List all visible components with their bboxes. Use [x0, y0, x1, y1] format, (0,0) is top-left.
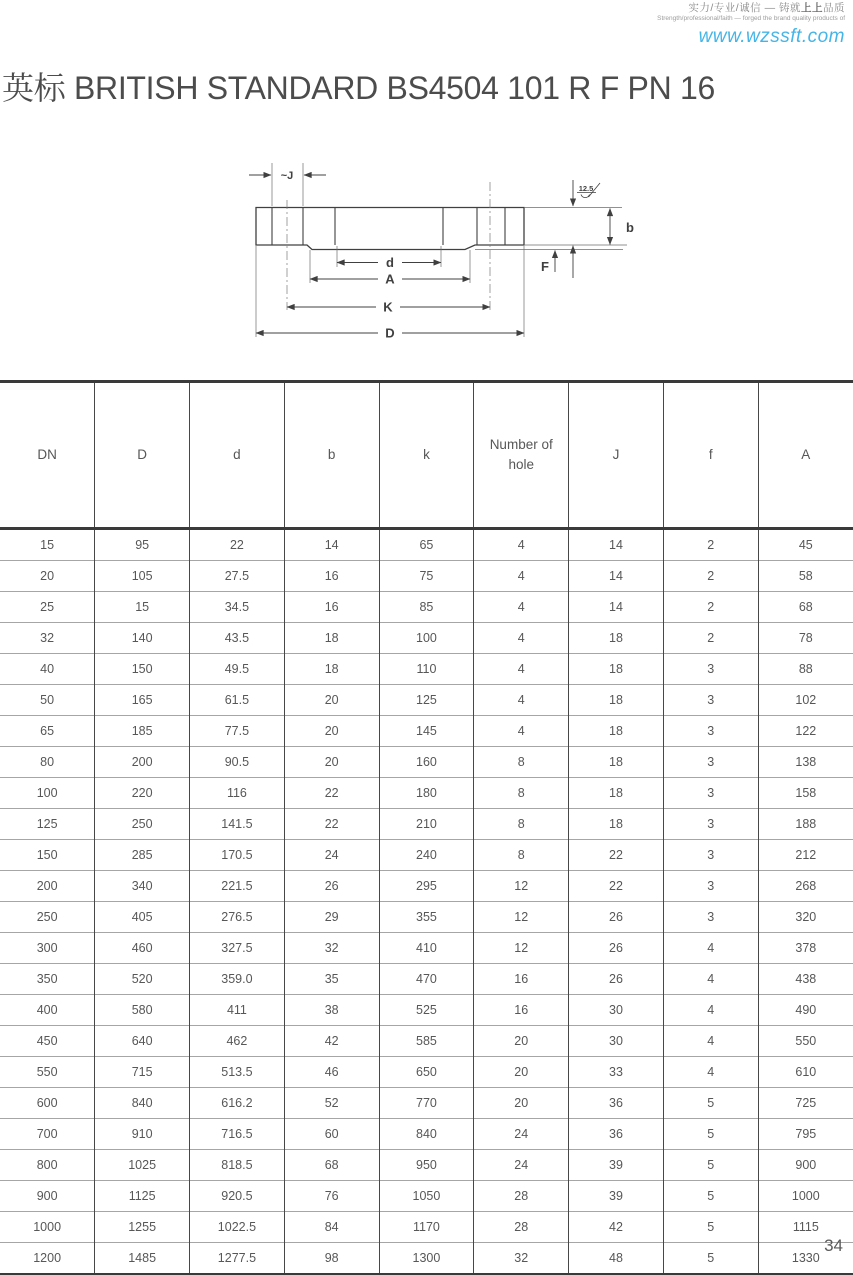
table-cell: 3	[663, 716, 758, 747]
table-cell: 160	[379, 747, 474, 778]
table-body	[0, 529, 853, 1275]
table-cell: 29	[284, 902, 379, 933]
table-cell: 770	[379, 1088, 474, 1119]
table-cell: 16	[474, 964, 569, 995]
table-cell: 150	[95, 654, 190, 685]
table-cell: 8	[474, 840, 569, 871]
table-header	[0, 382, 853, 529]
table-cell: 1485	[95, 1243, 190, 1275]
table-cell: 4	[474, 654, 569, 685]
table-cell: 3	[663, 747, 758, 778]
table-cell: 490	[758, 995, 853, 1026]
table-cell: 100	[379, 623, 474, 654]
table-cell: 715	[95, 1057, 190, 1088]
table-cell: 68	[284, 1150, 379, 1181]
table-cell: 340	[95, 871, 190, 902]
table-cell: 210	[379, 809, 474, 840]
column-header-dn: DN	[0, 382, 95, 529]
table-cell: 725	[758, 1088, 853, 1119]
table-cell: 250	[0, 902, 95, 933]
table-cell: 4	[474, 685, 569, 716]
table-cell: 410	[379, 933, 474, 964]
table-cell: 470	[379, 964, 474, 995]
table-row	[0, 654, 853, 685]
table-cell: 610	[758, 1057, 853, 1088]
table-cell: 5	[663, 1243, 758, 1275]
table-cell: 818.5	[190, 1150, 285, 1181]
table-cell: 24	[474, 1119, 569, 1150]
table-cell: 5	[663, 1088, 758, 1119]
table-cell: 5	[663, 1181, 758, 1212]
table-cell: 75	[379, 561, 474, 592]
table-row	[0, 592, 853, 623]
table-cell: 3	[663, 871, 758, 902]
table-cell: 276.5	[190, 902, 285, 933]
column-header-b: b	[284, 382, 379, 529]
table-cell: 185	[95, 716, 190, 747]
table-row	[0, 1119, 853, 1150]
table-cell: 1255	[95, 1212, 190, 1243]
dim-label-d-big: D	[385, 325, 395, 341]
table-cell: 1300	[379, 1243, 474, 1275]
table-cell: 320	[758, 902, 853, 933]
table-cell: 76	[284, 1181, 379, 1212]
table-cell: 513.5	[190, 1057, 285, 1088]
table-cell: 650	[379, 1057, 474, 1088]
slogan-cn-prefix: 实力/专业/诚信 — 铸就	[688, 2, 801, 14]
page-title: 英标 BRITISH STANDARD BS4504 101 R F PN 16	[2, 70, 715, 107]
table-cell: 20	[284, 747, 379, 778]
column-header-d-outer: D	[95, 382, 190, 529]
table-cell: 20	[474, 1088, 569, 1119]
table-cell: 350	[0, 964, 95, 995]
flange-dimension-table	[0, 380, 853, 1275]
table-cell: 450	[0, 1026, 95, 1057]
table-cell: 125	[379, 685, 474, 716]
table-cell: 840	[95, 1088, 190, 1119]
table-cell: 46	[284, 1057, 379, 1088]
table-cell: 5	[663, 1150, 758, 1181]
table-cell: 640	[95, 1026, 190, 1057]
table-cell: 30	[569, 1026, 664, 1057]
table-cell: 359.0	[190, 964, 285, 995]
column-header-a: A	[758, 382, 853, 529]
table-cell: 2	[663, 592, 758, 623]
table-cell: 14	[284, 529, 379, 561]
flange-drawing	[225, 150, 655, 365]
table-cell: 32	[474, 1243, 569, 1275]
table-cell: 39	[569, 1150, 664, 1181]
table-row	[0, 747, 853, 778]
table-cell: 4	[663, 964, 758, 995]
table-cell: 170.5	[190, 840, 285, 871]
table-row	[0, 1026, 853, 1057]
table-cell: 4	[474, 592, 569, 623]
brand-block	[657, 2, 845, 47]
table-cell: 22	[284, 778, 379, 809]
flange-cross-section-svg	[225, 150, 655, 365]
table-cell: 20	[0, 561, 95, 592]
table-cell: 25	[0, 592, 95, 623]
table-cell: 36	[569, 1119, 664, 1150]
table-cell: 268	[758, 871, 853, 902]
column-header-number-of-hole: Number of hole	[474, 382, 569, 529]
table-cell: 32	[0, 623, 95, 654]
table-cell: 438	[758, 964, 853, 995]
table-cell: 4	[474, 623, 569, 654]
table-cell: 327.5	[190, 933, 285, 964]
table-cell: 2	[663, 561, 758, 592]
table-cell: 585	[379, 1026, 474, 1057]
table-cell: 18	[284, 654, 379, 685]
column-header-j: J	[569, 382, 664, 529]
table-cell: 14	[569, 592, 664, 623]
table-cell: 38	[284, 995, 379, 1026]
table-cell: 18	[569, 809, 664, 840]
table-cell: 36	[569, 1088, 664, 1119]
table-cell: 221.5	[190, 871, 285, 902]
table-cell: 2	[663, 529, 758, 561]
table-cell: 200	[0, 871, 95, 902]
table-row	[0, 529, 853, 561]
table-cell: 18	[569, 623, 664, 654]
table-cell: 141.5	[190, 809, 285, 840]
dim-label-a: A	[385, 271, 395, 287]
table-cell: 580	[95, 995, 190, 1026]
table-cell: 188	[758, 809, 853, 840]
table-cell: 12	[474, 902, 569, 933]
table-cell: 18	[284, 623, 379, 654]
table-cell: 27.5	[190, 561, 285, 592]
table-cell: 1022.5	[190, 1212, 285, 1243]
table-cell: 20	[284, 716, 379, 747]
table-cell: 3	[663, 778, 758, 809]
table-cell: 250	[95, 809, 190, 840]
table-cell: 43.5	[190, 623, 285, 654]
table-cell: 65	[379, 529, 474, 561]
table-cell: 20	[474, 1026, 569, 1057]
dim-label-j: ~J	[280, 170, 294, 182]
table-cell: 60	[284, 1119, 379, 1150]
table-row	[0, 995, 853, 1026]
table-cell: 4	[663, 995, 758, 1026]
table-cell: 3	[663, 840, 758, 871]
table-cell: 295	[379, 871, 474, 902]
table-cell: 840	[379, 1119, 474, 1150]
table-cell: 90.5	[190, 747, 285, 778]
table-cell: 26	[284, 871, 379, 902]
table-cell: 18	[569, 685, 664, 716]
table-row	[0, 1150, 853, 1181]
flange-body	[256, 208, 524, 250]
table-cell: 1025	[95, 1150, 190, 1181]
table-cell: 1115	[758, 1212, 853, 1243]
table-cell: 88	[758, 654, 853, 685]
table-cell: 68	[758, 592, 853, 623]
table-cell: 220	[95, 778, 190, 809]
table-cell: 138	[758, 747, 853, 778]
table-cell: 4	[474, 716, 569, 747]
table-cell: 18	[569, 654, 664, 685]
table-cell: 200	[95, 747, 190, 778]
table-cell: 49.5	[190, 654, 285, 685]
table-cell: 78	[758, 623, 853, 654]
table-cell: 26	[569, 964, 664, 995]
table-cell: 95	[95, 529, 190, 561]
table-cell: 4	[474, 529, 569, 561]
table-cell: 1170	[379, 1212, 474, 1243]
table-cell: 1277.5	[190, 1243, 285, 1275]
table-cell: 28	[474, 1181, 569, 1212]
table-cell: 14	[569, 529, 664, 561]
table-cell: 84	[284, 1212, 379, 1243]
table-row	[0, 1243, 853, 1275]
table-cell: 8	[474, 809, 569, 840]
table-cell: 16	[474, 995, 569, 1026]
table-cell: 24	[474, 1150, 569, 1181]
table-cell: 50	[0, 685, 95, 716]
table-cell: 18	[569, 747, 664, 778]
column-header-d-bore: d	[190, 382, 285, 529]
table-cell: 920.5	[190, 1181, 285, 1212]
table-cell: 16	[284, 592, 379, 623]
column-header-f: f	[663, 382, 758, 529]
table-cell: 8	[474, 747, 569, 778]
dim-label-d-small: d	[386, 255, 394, 270]
table-cell: 16	[284, 561, 379, 592]
table-cell: 22	[569, 840, 664, 871]
table-cell: 12	[474, 933, 569, 964]
table-row	[0, 561, 853, 592]
table-cell: 800	[0, 1150, 95, 1181]
table-cell: 1330	[758, 1243, 853, 1275]
table-row	[0, 1181, 853, 1212]
table-cell: 100	[0, 778, 95, 809]
dim-label-b: b	[626, 220, 634, 235]
table-cell: 85	[379, 592, 474, 623]
table-cell: 3	[663, 685, 758, 716]
table-cell: 42	[569, 1212, 664, 1243]
table-cell: 80	[0, 747, 95, 778]
table-cell: 116	[190, 778, 285, 809]
slogan-chinese	[657, 2, 845, 14]
table-cell: 3	[663, 809, 758, 840]
table-row	[0, 840, 853, 871]
table-cell: 600	[0, 1088, 95, 1119]
table-cell: 405	[95, 902, 190, 933]
table-cell: 520	[95, 964, 190, 995]
table-cell: 1200	[0, 1243, 95, 1275]
table-cell: 34.5	[190, 592, 285, 623]
table-cell: 400	[0, 995, 95, 1026]
table-cell: 58	[758, 561, 853, 592]
table-cell: 300	[0, 933, 95, 964]
table-cell: 716.5	[190, 1119, 285, 1150]
dim-label-roughness: 12.5	[578, 184, 594, 193]
table-cell: 22	[190, 529, 285, 561]
table-cell: 462	[190, 1026, 285, 1057]
table-cell: 525	[379, 995, 474, 1026]
table-cell: 24	[284, 840, 379, 871]
table-cell: 950	[379, 1150, 474, 1181]
table-cell: 550	[0, 1057, 95, 1088]
table-cell: 4	[663, 1026, 758, 1057]
table-cell: 355	[379, 902, 474, 933]
header-row	[0, 382, 853, 529]
table-cell: 411	[190, 995, 285, 1026]
table-row	[0, 778, 853, 809]
slogan-cn-suffix: 品质	[823, 2, 845, 14]
table-cell: 14	[569, 561, 664, 592]
table-cell: 20	[284, 685, 379, 716]
table-cell: 145	[379, 716, 474, 747]
table-row	[0, 685, 853, 716]
table-cell: 212	[758, 840, 853, 871]
table-row	[0, 1057, 853, 1088]
table-row	[0, 1212, 853, 1243]
table-cell: 98	[284, 1243, 379, 1275]
table-cell: 180	[379, 778, 474, 809]
table-row	[0, 871, 853, 902]
table-row	[0, 809, 853, 840]
table-cell: 3	[663, 654, 758, 685]
dim-label-f: F	[541, 259, 549, 274]
column-header-k: k	[379, 382, 474, 529]
table-row	[0, 933, 853, 964]
table-cell: 460	[95, 933, 190, 964]
table-cell: 616.2	[190, 1088, 285, 1119]
table-cell: 910	[95, 1119, 190, 1150]
table-cell: 61.5	[190, 685, 285, 716]
table-cell: 4	[663, 933, 758, 964]
table-cell: 1000	[758, 1181, 853, 1212]
table-cell: 900	[758, 1150, 853, 1181]
table-cell: 1050	[379, 1181, 474, 1212]
table-cell: 15	[40, 538, 55, 552]
table-cell: 2	[663, 623, 758, 654]
table-cell: 39	[569, 1181, 664, 1212]
table-cell: 26	[569, 933, 664, 964]
table-cell: 165	[95, 685, 190, 716]
table-cell: 12	[474, 871, 569, 902]
table-cell: 1125	[95, 1181, 190, 1212]
table-cell: 285	[95, 840, 190, 871]
page-number: 34	[824, 1236, 843, 1255]
table-cell: 550	[758, 1026, 853, 1057]
table-row	[0, 964, 853, 995]
table-cell: 240	[379, 840, 474, 871]
table-cell: 105	[95, 561, 190, 592]
table-cell: 140	[95, 623, 190, 654]
table-cell: 900	[0, 1181, 95, 1212]
table-cell: 4	[663, 1057, 758, 1088]
table-row	[0, 1088, 853, 1119]
table-cell: 15	[95, 592, 190, 623]
table-cell: 45	[758, 529, 853, 561]
website-link[interactable]: www.wzssft.com	[698, 25, 845, 47]
table-cell: 40	[0, 654, 95, 685]
slogan-cn-bold: 上上	[801, 2, 823, 14]
table-cell: 378	[758, 933, 853, 964]
table-cell: 125	[0, 809, 95, 840]
table-cell: 77.5	[190, 716, 285, 747]
dim-label-k: K	[383, 299, 393, 315]
table-cell: 32	[284, 933, 379, 964]
table-cell: 700	[0, 1119, 95, 1150]
table-cell: 18	[569, 716, 664, 747]
table-cell: 33	[569, 1057, 664, 1088]
table-cell: 122	[758, 716, 853, 747]
slogan-english: Strength/professional/faith — forged the brand quality products of	[657, 15, 845, 23]
table-cell: 65	[0, 716, 95, 747]
table-cell: 52	[284, 1088, 379, 1119]
table-cell: 30	[569, 995, 664, 1026]
table-cell: 48	[569, 1243, 664, 1275]
table-cell: 150	[0, 840, 95, 871]
table-cell: 42	[284, 1026, 379, 1057]
table-cell: 1000	[0, 1212, 95, 1243]
table-cell: 22	[284, 809, 379, 840]
table-cell: 3	[663, 902, 758, 933]
table-cell: 18	[569, 778, 664, 809]
table-cell: 4	[474, 561, 569, 592]
table-cell: 158	[758, 778, 853, 809]
table-cell: 28	[474, 1212, 569, 1243]
table-cell: 26	[569, 902, 664, 933]
table-row	[0, 716, 853, 747]
table-cell: 22	[569, 871, 664, 902]
table-cell: 102	[758, 685, 853, 716]
table-cell: 8	[474, 778, 569, 809]
table-cell: 35	[284, 964, 379, 995]
table-cell: 110	[379, 654, 474, 685]
table-cell: 20	[474, 1057, 569, 1088]
table-cell: 795	[758, 1119, 853, 1150]
table-cell: 5	[663, 1119, 758, 1150]
table-row	[0, 623, 853, 654]
table-row	[0, 902, 853, 933]
table-cell: 5	[663, 1212, 758, 1243]
